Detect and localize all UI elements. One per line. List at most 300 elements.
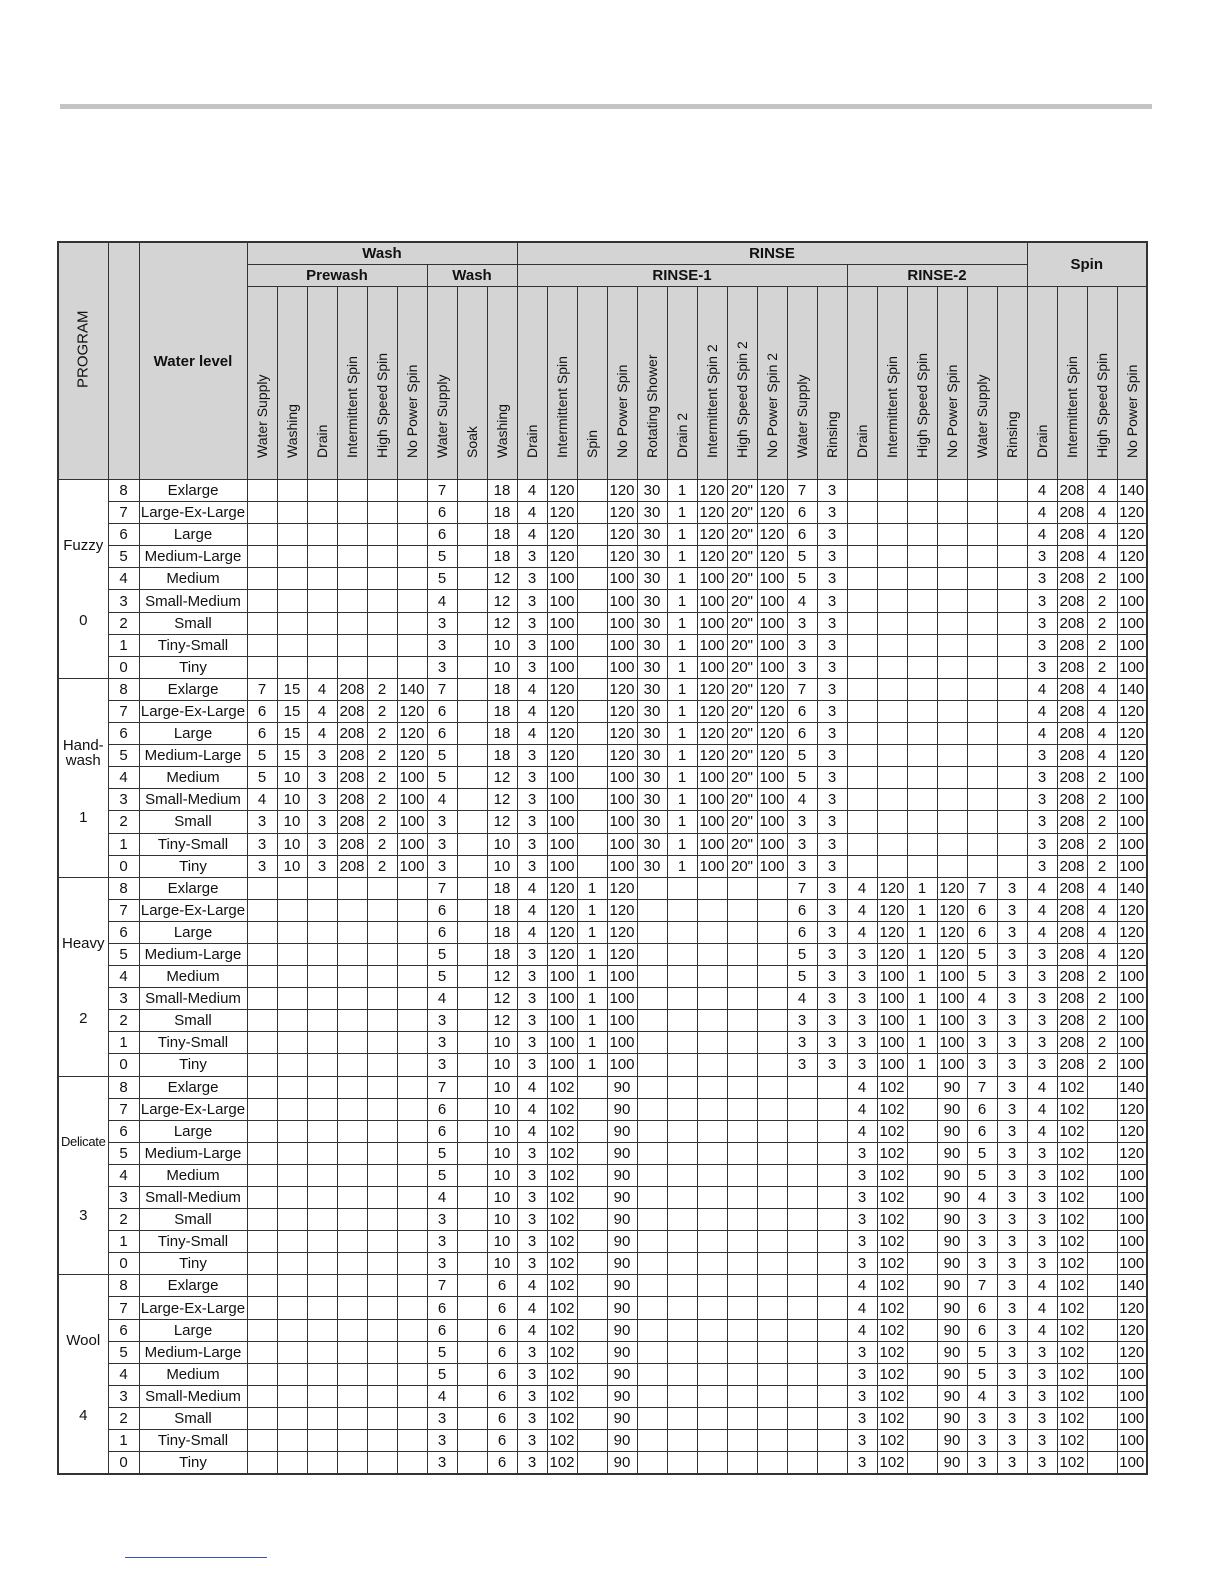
table-cell: 100 (607, 966, 637, 988)
table-cell: 120 (547, 745, 577, 767)
table-cell: 3 (517, 1385, 547, 1407)
table-cell (907, 1297, 937, 1319)
table-cell: 10 (277, 833, 307, 855)
table-cell: 3 (1027, 1142, 1057, 1164)
table-cell: 4 (1087, 546, 1117, 568)
table-cell (637, 1164, 667, 1186)
table-cell (337, 1297, 367, 1319)
table-cell: 7 (967, 1076, 997, 1098)
table-cell: 208 (1057, 480, 1087, 502)
column-header (1057, 286, 1087, 479)
table-cell: 20" (727, 590, 757, 612)
table-cell (667, 1010, 697, 1032)
table-cell: 3 (817, 678, 847, 700)
table-cell: 6 (967, 1120, 997, 1142)
table-cell (577, 1209, 607, 1231)
table-cell: 120 (757, 524, 787, 546)
table-cell (667, 1430, 697, 1452)
table-cell: 90 (937, 1253, 967, 1275)
table-cell: 100 (607, 590, 637, 612)
table-cell: 4 (1027, 1297, 1057, 1319)
table-cell (757, 1452, 787, 1474)
table-cell: 100 (1117, 811, 1147, 833)
table-cell: 102 (877, 1341, 907, 1363)
table-cell: 102 (547, 1341, 577, 1363)
table-cell (907, 833, 937, 855)
table-cell (667, 1341, 697, 1363)
table-cell (1087, 1076, 1117, 1098)
table-cell (967, 502, 997, 524)
table-cell: 3 (517, 943, 547, 965)
table-cell: 5 (427, 1142, 457, 1164)
table-cell: 90 (607, 1120, 637, 1142)
table-cell (367, 546, 397, 568)
table-cell: 100 (547, 634, 577, 656)
table-cell (307, 590, 337, 612)
table-cell (367, 1363, 397, 1385)
table-cell: 102 (877, 1319, 907, 1341)
table-cell: 3 (517, 1253, 547, 1275)
table-cell (247, 1297, 277, 1319)
table-cell (277, 1076, 307, 1098)
table-cell: 120 (877, 899, 907, 921)
table-cell: 100 (1117, 833, 1147, 855)
table-cell (457, 634, 487, 656)
table-cell (667, 988, 697, 1010)
table-cell (457, 678, 487, 700)
table-cell: 20" (727, 811, 757, 833)
table-cell (457, 1076, 487, 1098)
table-cell: 100 (547, 966, 577, 988)
table-cell (577, 833, 607, 855)
table-cell: 3 (817, 855, 847, 877)
column-header-label: Drain 2 (674, 412, 690, 458)
table-cell: 90 (937, 1209, 967, 1231)
table-cell: 100 (607, 1054, 637, 1076)
table-cell (247, 921, 277, 943)
table-cell: 208 (337, 723, 367, 745)
table-cell: 90 (607, 1187, 637, 1209)
table-cell (907, 1407, 937, 1429)
table-cell (637, 1253, 667, 1275)
table-cell: 120 (697, 678, 727, 700)
table-cell (337, 1341, 367, 1363)
table-cell: 208 (1057, 855, 1087, 877)
table-cell (307, 1341, 337, 1363)
table-cell: 2 (1087, 767, 1117, 789)
table-cell (907, 502, 937, 524)
table-cell: 3 (1027, 745, 1057, 767)
table-cell (577, 524, 607, 546)
table-cell: 3 (817, 1010, 847, 1032)
table-cell (967, 524, 997, 546)
table-cell (367, 1120, 397, 1142)
table-cell: 3 (967, 1253, 997, 1275)
table-cell (277, 899, 307, 921)
table-cell: 30 (637, 524, 667, 546)
level-number: 3 (108, 988, 139, 1010)
table-cell: 1 (907, 921, 937, 943)
table-cell (877, 678, 907, 700)
table-cell (337, 656, 367, 678)
table-cell: 4 (787, 988, 817, 1010)
table-cell: 100 (757, 811, 787, 833)
table-cell (637, 921, 667, 943)
table-cell: 3 (817, 700, 847, 722)
table-cell: 208 (337, 678, 367, 700)
table-row (58, 546, 1147, 568)
table-cell: 7 (427, 1275, 457, 1297)
table-cell: 2 (367, 700, 397, 722)
table-cell: 1 (577, 877, 607, 899)
table-cell (457, 943, 487, 965)
table-cell: 102 (877, 1363, 907, 1385)
table-cell (367, 1341, 397, 1363)
table-cell (787, 1253, 817, 1275)
program-header-label: PROGRAM (74, 310, 92, 388)
table-cell: 20" (727, 833, 757, 855)
table-cell: 3 (817, 723, 847, 745)
table-cell (907, 612, 937, 634)
table-cell: 4 (1027, 899, 1057, 921)
table-cell (457, 789, 487, 811)
column-header-label: Water Supply (254, 374, 270, 458)
water-level: Small-Medium (139, 789, 247, 811)
table-cell (307, 1452, 337, 1474)
table-cell (937, 811, 967, 833)
table-cell: 100 (1117, 1010, 1147, 1032)
level-number: 5 (108, 745, 139, 767)
table-cell: 120 (547, 723, 577, 745)
table-cell (397, 877, 427, 899)
table-cell: 3 (1027, 612, 1057, 634)
table-cell (967, 767, 997, 789)
table-cell: 4 (427, 789, 457, 811)
table-cell: 6 (427, 921, 457, 943)
column-header-label: Intermittent Spin (344, 355, 360, 458)
table-cell: 100 (1117, 634, 1147, 656)
table-cell: 102 (877, 1076, 907, 1098)
table-cell (697, 988, 727, 1010)
table-cell: 100 (607, 656, 637, 678)
table-cell: 100 (757, 833, 787, 855)
table-cell: 208 (1057, 988, 1087, 1010)
table-cell: 3 (817, 502, 847, 524)
table-cell: 100 (697, 634, 727, 656)
water-level: Tiny (139, 656, 247, 678)
table-cell: 100 (547, 590, 577, 612)
table-cell: 102 (877, 1231, 907, 1253)
table-cell: 140 (1117, 678, 1147, 700)
table-cell: 5 (247, 745, 277, 767)
table-cell (307, 1142, 337, 1164)
table-cell: 120 (1117, 1341, 1147, 1363)
water-level: Small-Medium (139, 988, 247, 1010)
table-cell (637, 1363, 667, 1385)
table-cell (727, 1010, 757, 1032)
table-cell (967, 855, 997, 877)
table-cell: 20" (727, 612, 757, 634)
table-cell (337, 1275, 367, 1297)
table-cell: 100 (937, 1054, 967, 1076)
table-cell (457, 966, 487, 988)
table-cell: 1 (907, 943, 937, 965)
table-cell (667, 1054, 697, 1076)
table-cell (637, 877, 667, 899)
table-cell: 3 (817, 789, 847, 811)
table-cell: 100 (697, 590, 727, 612)
table-cell: 3 (997, 1164, 1027, 1186)
table-cell: 3 (787, 1010, 817, 1032)
program-name: Heavy (61, 934, 105, 952)
table-cell (337, 524, 367, 546)
table-row (58, 700, 1147, 722)
table-cell: 4 (967, 1385, 997, 1407)
table-cell: 100 (697, 568, 727, 590)
table-cell (277, 1363, 307, 1385)
table-cell: 3 (1027, 1385, 1057, 1407)
table-cell: 3 (307, 789, 337, 811)
table-cell (367, 480, 397, 502)
table-cell: 100 (547, 833, 577, 855)
table-cell: 1 (667, 833, 697, 855)
table-cell (397, 502, 427, 524)
table-cell: 102 (1057, 1253, 1087, 1275)
table-cell (877, 502, 907, 524)
table-cell (277, 1297, 307, 1319)
table-cell (397, 1187, 427, 1209)
table-cell: 120 (607, 723, 637, 745)
table-cell (577, 1142, 607, 1164)
table-cell (847, 656, 877, 678)
table-cell: 15 (277, 723, 307, 745)
table-row (58, 877, 1147, 899)
table-cell (307, 634, 337, 656)
table-cell (697, 1430, 727, 1452)
table-cell: 1 (667, 634, 697, 656)
table-cell: 10 (487, 656, 517, 678)
table-cell: 18 (487, 678, 517, 700)
table-cell (277, 1385, 307, 1407)
table-cell (277, 1164, 307, 1186)
column-header (247, 286, 277, 479)
table-cell (277, 1187, 307, 1209)
table-cell (997, 700, 1027, 722)
table-cell (397, 480, 427, 502)
table-cell (277, 1452, 307, 1474)
table-cell: 3 (427, 634, 457, 656)
table-cell: 102 (547, 1253, 577, 1275)
table-cell (787, 1430, 817, 1452)
table-cell: 3 (517, 833, 547, 855)
column-header (307, 286, 337, 479)
table-cell: 4 (1027, 678, 1057, 700)
table-cell: 6 (427, 1098, 457, 1120)
table-cell (817, 1363, 847, 1385)
table-cell: 1 (667, 502, 697, 524)
table-cell (397, 568, 427, 590)
table-cell: 102 (1057, 1319, 1087, 1341)
table-cell (667, 1275, 697, 1297)
table-cell (757, 1385, 787, 1407)
table-cell: 3 (967, 1430, 997, 1452)
table-cell: 90 (607, 1142, 637, 1164)
table-cell: 4 (787, 590, 817, 612)
table-cell (907, 1098, 937, 1120)
table-cell (307, 1076, 337, 1098)
program-name: Wool (66, 1332, 101, 1350)
table-cell (247, 634, 277, 656)
table-cell: 3 (247, 811, 277, 833)
table-cell: 3 (787, 855, 817, 877)
table-cell (277, 1010, 307, 1032)
table-cell (337, 1054, 367, 1076)
table-cell (1087, 1253, 1117, 1275)
table-cell (667, 1164, 697, 1186)
table-cell: 102 (547, 1187, 577, 1209)
table-cell: 7 (427, 480, 457, 502)
table-cell: 208 (1057, 767, 1087, 789)
table-cell: 90 (937, 1275, 967, 1297)
table-cell: 5 (247, 767, 277, 789)
table-cell (457, 1142, 487, 1164)
table-cell: 3 (997, 1231, 1027, 1253)
table-cell: 30 (637, 811, 667, 833)
table-cell: 6 (487, 1341, 517, 1363)
column-header-label: Intermittent Spin 2 (704, 344, 720, 458)
table-cell: 30 (637, 767, 667, 789)
table-cell: 4 (517, 480, 547, 502)
table-cell (997, 524, 1027, 546)
table-cell (367, 877, 397, 899)
column-header (427, 286, 457, 479)
table-cell: 5 (427, 1363, 457, 1385)
table-cell (1087, 1231, 1117, 1253)
table-cell (907, 656, 937, 678)
table-cell (337, 1187, 367, 1209)
table-cell: 100 (1117, 1231, 1147, 1253)
table-cell (697, 1098, 727, 1120)
level-number: 7 (108, 1297, 139, 1319)
table-cell: 208 (1057, 877, 1087, 899)
table-cell (457, 1275, 487, 1297)
table-cell (337, 1142, 367, 1164)
table-cell: 12 (487, 568, 517, 590)
table-cell (1087, 1209, 1117, 1231)
table-cell (397, 1297, 427, 1319)
table-cell: 7 (427, 1076, 457, 1098)
table-cell: 90 (937, 1319, 967, 1341)
table-cell: 100 (397, 811, 427, 833)
table-cell: 102 (547, 1275, 577, 1297)
table-cell (337, 634, 367, 656)
table-cell: 100 (1117, 855, 1147, 877)
table-cell (337, 568, 367, 590)
table-cell: 3 (997, 1363, 1027, 1385)
table-cell: 2 (1087, 789, 1117, 811)
table-cell: 7 (787, 678, 817, 700)
table-cell: 6 (787, 723, 817, 745)
water-level: Small-Medium (139, 1385, 247, 1407)
table-cell: 208 (1057, 634, 1087, 656)
table-cell: 4 (517, 502, 547, 524)
table-cell: 3 (847, 1363, 877, 1385)
table-cell (277, 1054, 307, 1076)
table-cell: 3 (997, 921, 1027, 943)
table-cell: 120 (937, 899, 967, 921)
table-cell (967, 634, 997, 656)
table-cell (337, 1076, 367, 1098)
table-cell (877, 700, 907, 722)
level-number: 0 (108, 1054, 139, 1076)
table-cell (937, 656, 967, 678)
table-cell: 4 (1027, 877, 1057, 899)
table-cell (397, 590, 427, 612)
table-cell (457, 502, 487, 524)
table-cell: 3 (847, 988, 877, 1010)
table-cell: 6 (487, 1319, 517, 1341)
table-cell: 3 (427, 1253, 457, 1275)
table-row (58, 1010, 1147, 1032)
table-cell (1087, 1098, 1117, 1120)
level-number: 3 (108, 1187, 139, 1209)
table-cell: 3 (517, 634, 547, 656)
column-header-label: Drain (314, 424, 330, 458)
table-cell: 90 (607, 1076, 637, 1098)
table-cell (367, 921, 397, 943)
table-cell: 30 (637, 833, 667, 855)
table-cell: 3 (847, 1010, 877, 1032)
table-cell: 6 (247, 700, 277, 722)
table-cell: 3 (517, 1430, 547, 1452)
table-cell (247, 1275, 277, 1297)
table-cell (367, 988, 397, 1010)
table-cell (637, 1142, 667, 1164)
table-cell (337, 1231, 367, 1253)
table-cell: 4 (517, 700, 547, 722)
table-cell (367, 1452, 397, 1474)
column-header-water-level: Water level (139, 242, 247, 480)
table-cell: 100 (607, 811, 637, 833)
table-cell (577, 480, 607, 502)
table-row (58, 855, 1147, 877)
table-cell: 100 (1117, 1209, 1147, 1231)
table-cell: 3 (1027, 1054, 1057, 1076)
table-cell: 120 (697, 502, 727, 524)
table-cell (667, 1142, 697, 1164)
table-cell: 20" (727, 568, 757, 590)
table-cell: 2 (1087, 590, 1117, 612)
table-cell (457, 1231, 487, 1253)
table-cell: 100 (757, 767, 787, 789)
table-cell: 3 (427, 811, 457, 833)
table-cell: 1 (667, 811, 697, 833)
table-cell (997, 568, 1027, 590)
table-cell: 1 (907, 899, 937, 921)
table-cell: 10 (487, 1231, 517, 1253)
table-cell: 3 (1027, 568, 1057, 590)
table-cell: 120 (697, 700, 727, 722)
level-number: 1 (108, 1032, 139, 1054)
table-cell (967, 612, 997, 634)
table-cell (367, 943, 397, 965)
table-cell: 3 (997, 877, 1027, 899)
table-cell (907, 1319, 937, 1341)
table-cell: 10 (277, 789, 307, 811)
table-cell: 90 (607, 1430, 637, 1452)
table-row (58, 1407, 1147, 1429)
table-cell: 2 (367, 767, 397, 789)
